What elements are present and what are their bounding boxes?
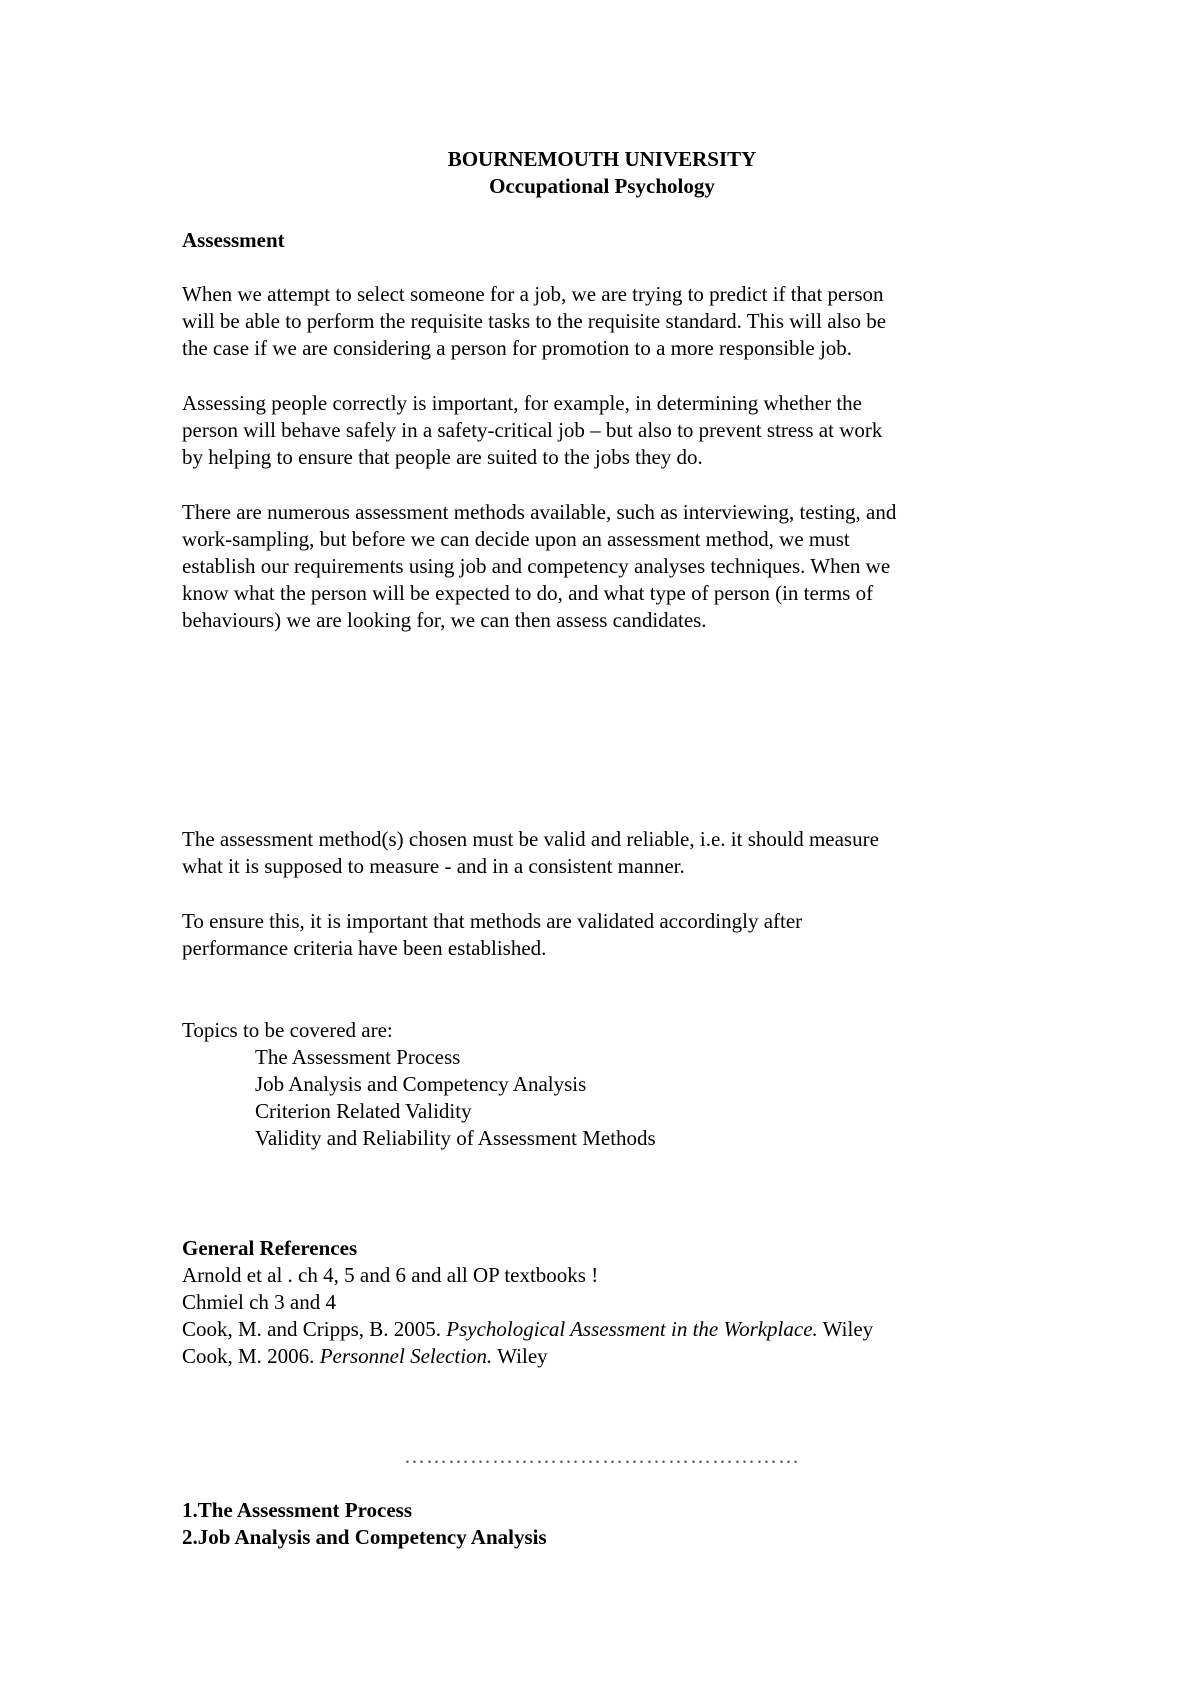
paragraph-1-line: the case if we are considering a person for promotion to a more responsible job.	[182, 336, 853, 360]
dotted-separator: ………………………………………………	[404, 1444, 800, 1468]
reference-text: Cook, M. and Cripps, B. 2005.	[182, 1317, 447, 1341]
paragraph-3-line: know what the person will be expected to do, and what type of person (in terms of	[182, 581, 874, 605]
reference-text: Cook, M. 2006.	[182, 1344, 320, 1368]
reference-text: Wiley	[492, 1344, 548, 1368]
topic-item: Criterion Related Validity	[255, 1099, 472, 1123]
topics-list	[182, 1017, 1022, 1152]
paragraph-1-line: When we attempt to select someone for a job, we are trying to predict if that person	[182, 282, 884, 306]
paragraph-3-line: establish our requirements using job and competency analyses techniques. When we	[182, 554, 891, 578]
section-list	[182, 1497, 1022, 1551]
paragraph-5	[182, 908, 1022, 962]
paragraph-2	[182, 390, 1022, 471]
topic-item: Job Analysis and Competency Analysis	[255, 1072, 587, 1096]
assessment-heading: Assessment	[182, 228, 285, 252]
paragraph-4-line: The assessment method(s) chosen must be valid and reliable, i.e. it should measure	[182, 827, 879, 851]
section-heading: 1.The Assessment Process	[182, 1498, 413, 1522]
paragraph-2-line: Assessing people correctly is important, for example, in determining whether the	[182, 391, 862, 415]
paragraph-1	[182, 281, 1022, 362]
topic-item: The Assessment Process	[255, 1045, 461, 1069]
reference-title: Personnel Selection.	[319, 1344, 493, 1368]
reference-title: Psychological Assessment in the Workplace.	[446, 1317, 818, 1341]
reference-item: Chmiel ch 3 and 4	[182, 1290, 336, 1314]
topics-intro: Topics to be covered are:	[182, 1018, 393, 1042]
topic-item: Validity and Reliability of Assessment Methods	[255, 1126, 656, 1150]
paragraph-1-line: will be able to perform the requisite tasks to the requisite standard. This will also be	[182, 309, 887, 333]
paragraph-3-line: There are numerous assessment methods available, such as interviewing, testing, and	[182, 500, 897, 524]
paragraph-4	[182, 826, 1022, 880]
subject-title: Occupational Psychology	[489, 174, 715, 198]
paragraph-3-line: behaviours) we are looking for, we can then assess candidates.	[182, 608, 707, 632]
reference-item	[182, 1316, 1022, 1343]
general-references	[182, 1235, 1022, 1370]
paragraph-3	[182, 499, 1022, 634]
paragraph-4-line: what it is supposed to measure - and in a consistent manner.	[182, 854, 685, 878]
paragraph-3-line: work-sampling, but before we can decide upon an assessment method, we must	[182, 527, 850, 551]
paragraph-5-line: performance criteria have been established.	[182, 936, 547, 960]
paragraph-5-line: To ensure this, it is important that methods are validated accordingly after	[182, 909, 803, 933]
references-heading: General References	[182, 1236, 358, 1260]
reference-item	[182, 1343, 1022, 1370]
university-title: BOURNEMOUTH UNIVERSITY	[447, 147, 757, 171]
reference-text: Wiley	[817, 1317, 874, 1341]
paragraph-2-line: by helping to ensure that people are suited to the jobs they do.	[182, 445, 703, 469]
section-heading: 2.Job Analysis and Competency Analysis	[182, 1525, 547, 1549]
paragraph-2-line: person will behave safely in a safety-critical job – but also to prevent stress at work	[182, 418, 883, 442]
reference-item: Arnold et al . ch 4, 5 and 6 and all OP textbooks !	[182, 1263, 599, 1287]
